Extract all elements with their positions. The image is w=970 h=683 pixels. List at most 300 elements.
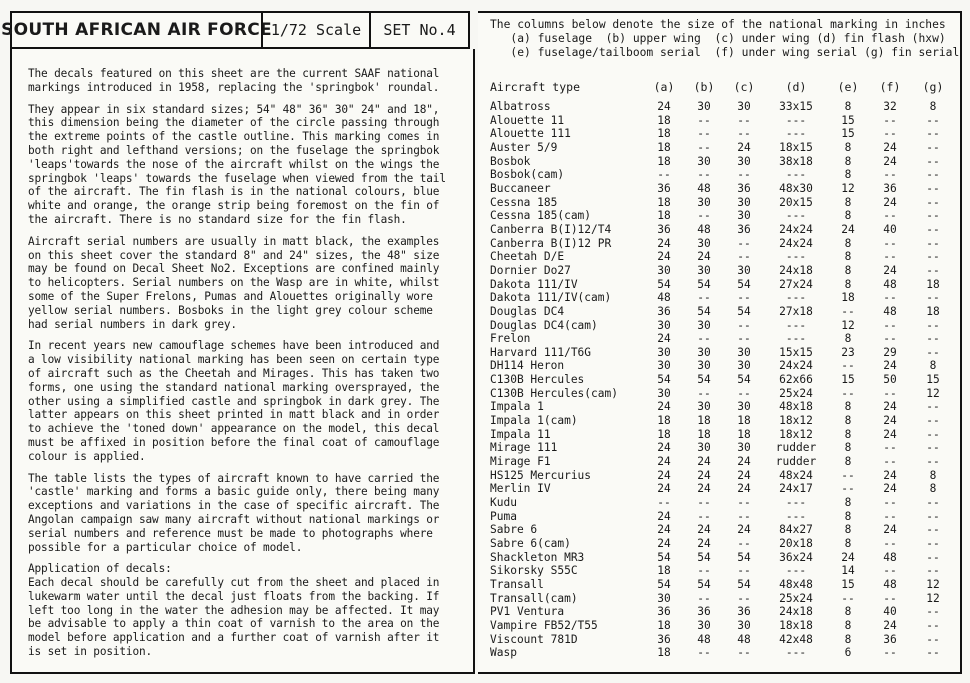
size-d: --- — [785, 564, 807, 578]
aircraft-name: C130B Hercules(cam) — [490, 386, 618, 400]
size-g: -- — [926, 332, 940, 346]
size-a: 18 — [657, 127, 671, 141]
aircraft-name: Dornier Do27 — [490, 263, 571, 277]
sizes-paragraph: They appear in six standard sizes; 54" 48" 36" 30" 24" and 18", this dimension being the diameter of the circle passing through the extreme points of the castle outline. This marking comes in both right and lefthand versions; on the fuselage the springbok 'leaps'towards the nose of the aircraft whilst on the wings the springbok 'leaps' towards the fuselage when viewed from the tail of the aircraft. The fin flash is in the national colours, blue white and orange, the orange strip being foremost on the fin of the aircraft. There is no standard size for the fin flash. — [28, 102, 446, 226]
size-d: 24x24 — [779, 359, 813, 373]
size-b: 30 — [697, 400, 711, 414]
size-g: -- — [926, 605, 940, 619]
size-e: 24 — [841, 550, 855, 564]
size-c: -- — [737, 564, 751, 578]
size-c: 24 — [737, 523, 751, 537]
size-b: 30 — [697, 236, 711, 250]
size-g: 8 — [929, 100, 937, 113]
size-f: 40 — [883, 222, 897, 236]
size-a: 24 — [657, 100, 671, 113]
size-g: -- — [926, 427, 940, 441]
size-d: 33x15 — [779, 100, 813, 113]
size-g: -- — [926, 564, 940, 578]
header-f: (f) — [879, 80, 901, 94]
size-f: -- — [883, 455, 897, 469]
size-d: 27x18 — [779, 304, 813, 318]
aircraft-name: Mirage F1 — [490, 455, 551, 469]
size-c: -- — [737, 318, 751, 332]
size-g: -- — [926, 209, 940, 223]
size-d: 27x24 — [779, 277, 813, 291]
size-d: 38x18 — [779, 154, 813, 168]
table-row — [478, 155, 962, 169]
table-row — [478, 141, 962, 155]
size-d: --- — [785, 646, 807, 660]
size-g: -- — [926, 168, 940, 182]
size-c: 54 — [737, 577, 751, 591]
size-a: 18 — [657, 646, 671, 660]
size-c: -- — [737, 332, 751, 346]
size-d: 20x15 — [779, 195, 813, 209]
serials-paragraph: Aircraft serial numbers are usually in matt black, the examples on this sheet cover the standard 8" and 24" sizes, the 48" size may be found on Decal Sheet No2. Exceptions are confined mainly to helicopters. Serial numbers on the Wasp are in white, whilst some of the Super Frelons, Pumas and Alouettes originally wore yellow serial numbers. Bosboks in the light grey colour scheme had serial numbers in dark grey. — [28, 234, 440, 331]
size-c: 30 — [737, 400, 751, 414]
header-d: (d) — [785, 80, 807, 94]
size-b: 48 — [697, 181, 711, 195]
size-g: -- — [926, 236, 940, 250]
size-a: 24 — [657, 523, 671, 537]
size-a: 36 — [657, 222, 671, 236]
aircraft-name: Kudu — [490, 496, 517, 510]
size-a: 36 — [657, 181, 671, 195]
table-row — [478, 592, 962, 606]
aircraft-name: Sikorsky S55C — [490, 564, 578, 578]
size-e: -- — [841, 482, 855, 496]
size-a: 30 — [657, 318, 671, 332]
size-d: 18x12 — [779, 427, 813, 441]
size-g: -- — [926, 250, 940, 264]
size-d: 24x18 — [779, 263, 813, 277]
size-e: 8 — [844, 209, 852, 223]
size-f: 24 — [883, 154, 897, 168]
size-d: --- — [785, 291, 807, 305]
size-f: 48 — [883, 577, 897, 591]
aircraft-name: Bosbok(cam) — [490, 168, 565, 182]
table-row — [478, 578, 962, 592]
aircraft-name: Albatross — [490, 100, 551, 113]
size-e: 8 — [844, 236, 852, 250]
table-row — [478, 373, 962, 387]
size-g: -- — [926, 632, 940, 646]
size-g: -- — [926, 140, 940, 154]
size-g: 8 — [929, 359, 937, 373]
size-f: 24 — [883, 195, 897, 209]
size-d: 18x15 — [779, 140, 813, 154]
size-b: 54 — [697, 577, 711, 591]
size-f: 36 — [883, 632, 897, 646]
table-row — [478, 646, 962, 660]
camouflage-paragraph: In recent years new camouflage schemes have been introduced and a low visibility national marking has been seen on certain type of aircraft such as the Cheetah and Mirages. This has taken two forms, one using the standard national marking oversprayed, the other using a simplified castle and springbok in dark grey. The latter appears on this sheet printed in matt black and in order to achieve the 'toned down' appearance on the model, this decal must be affixed in position before the final coat of camouflage colour is applied. — [28, 339, 440, 463]
table-row — [478, 291, 962, 305]
markings-table-panel — [478, 11, 962, 674]
size-e: 8 — [844, 523, 852, 537]
size-f: 50 — [883, 373, 897, 387]
size-f: -- — [883, 564, 897, 578]
size-d: 24x24 — [779, 236, 813, 250]
size-g: -- — [926, 222, 940, 236]
size-b: 30 — [697, 441, 711, 455]
size-b: -- — [697, 509, 711, 523]
size-a: 24 — [657, 332, 671, 346]
size-a: 18 — [657, 154, 671, 168]
size-f: 24 — [883, 427, 897, 441]
size-e: 14 — [841, 564, 855, 578]
size-d: rudder — [775, 441, 817, 455]
size-f: 24 — [883, 359, 897, 373]
size-d: 24x17 — [779, 482, 813, 496]
size-d: 25x24 — [779, 386, 813, 400]
size-f: 48 — [883, 550, 897, 564]
size-c: -- — [737, 591, 751, 605]
size-g: -- — [926, 537, 940, 550]
size-b: -- — [697, 209, 711, 223]
size-b: 30 — [697, 263, 711, 277]
size-a: 18 — [657, 195, 671, 209]
size-g: -- — [926, 181, 940, 195]
header-a: (a) — [653, 80, 675, 94]
size-d: 42x48 — [779, 632, 813, 646]
size-c: 30 — [737, 441, 751, 455]
size-e: 15 — [841, 577, 855, 591]
size-a: 18 — [657, 414, 671, 428]
size-b: 24 — [697, 468, 711, 482]
aircraft-name: Alouette 11 — [490, 113, 565, 127]
aircraft-name: Mirage 111 — [490, 441, 558, 455]
aircraft-name: Cessna 185 — [490, 195, 558, 209]
description-panel — [10, 49, 475, 674]
size-d: 48x24 — [779, 468, 813, 482]
aircraft-name: Alouette 111 — [490, 127, 571, 141]
size-b: 30 — [697, 318, 711, 332]
size-c: 36 — [737, 181, 751, 195]
aircraft-name: Impala 1(cam) — [490, 414, 578, 428]
size-g: -- — [926, 291, 940, 305]
size-f: -- — [883, 168, 897, 182]
size-e: 8 — [844, 154, 852, 168]
aircraft-name: Douglas DC4(cam) — [490, 318, 598, 332]
size-g: -- — [926, 618, 940, 632]
size-c: -- — [737, 509, 751, 523]
size-b: 24 — [697, 523, 711, 537]
size-b: -- — [697, 646, 711, 660]
size-a: 30 — [657, 345, 671, 359]
size-a: -- — [657, 496, 671, 510]
size-e: 8 — [844, 496, 852, 510]
size-f: 40 — [883, 605, 897, 619]
table-row — [478, 564, 962, 578]
size-a: 24 — [657, 455, 671, 469]
size-b: 30 — [697, 618, 711, 632]
scale-label: 1/72 Scale — [261, 13, 369, 47]
size-c: 24 — [737, 482, 751, 496]
size-c: -- — [737, 291, 751, 305]
size-e: 15 — [841, 113, 855, 127]
size-b: -- — [697, 140, 711, 154]
size-a: 24 — [657, 468, 671, 482]
size-e: 8 — [844, 100, 852, 113]
size-b: 48 — [697, 222, 711, 236]
size-f: -- — [883, 386, 897, 400]
aircraft-name: DH114 Heron — [490, 359, 565, 373]
size-c: 54 — [737, 373, 751, 387]
size-e: 8 — [844, 632, 852, 646]
size-a: 24 — [657, 441, 671, 455]
size-d: 48x18 — [779, 400, 813, 414]
size-c: 30 — [737, 618, 751, 632]
size-g: -- — [926, 127, 940, 141]
size-g: -- — [926, 414, 940, 428]
table-row — [478, 278, 962, 292]
aircraft-name: Canberra B(I)12/T4 — [490, 222, 612, 236]
size-c: 30 — [737, 345, 751, 359]
table-row — [478, 182, 962, 196]
size-c: -- — [737, 113, 751, 127]
size-f: -- — [883, 496, 897, 510]
aircraft-name: Impala 1 — [490, 400, 544, 414]
size-a: 54 — [657, 373, 671, 387]
size-b: 30 — [697, 100, 711, 113]
size-f: -- — [883, 250, 897, 264]
size-f: -- — [883, 509, 897, 523]
size-g: 18 — [926, 304, 940, 318]
size-e: 8 — [844, 618, 852, 632]
size-d: 25x24 — [779, 591, 813, 605]
size-c: -- — [737, 250, 751, 264]
table-row — [478, 523, 962, 537]
size-b: -- — [697, 291, 711, 305]
header-e: (e) — [837, 80, 859, 94]
size-f: 36 — [883, 181, 897, 195]
size-g: -- — [926, 455, 940, 469]
size-e: 18 — [841, 291, 855, 305]
size-d: --- — [785, 113, 807, 127]
table-row — [478, 455, 962, 469]
size-f: 24 — [883, 482, 897, 496]
size-d: 18x18 — [779, 618, 813, 632]
size-e: 8 — [844, 427, 852, 441]
size-c: 30 — [737, 100, 751, 113]
size-c: 36 — [737, 222, 751, 236]
size-c: -- — [737, 168, 751, 182]
table-row — [478, 400, 962, 414]
size-c: 54 — [737, 304, 751, 318]
size-f: -- — [883, 332, 897, 346]
size-f: -- — [883, 441, 897, 455]
size-a: 30 — [657, 359, 671, 373]
size-b: 24 — [697, 455, 711, 469]
size-b: -- — [697, 168, 711, 182]
aircraft-name: Viscount 781D — [490, 632, 578, 646]
size-d: 62x66 — [779, 373, 813, 387]
table-row — [478, 428, 962, 442]
size-a: 36 — [657, 304, 671, 318]
size-e: 8 — [844, 168, 852, 182]
set-number: SET No.4 — [369, 13, 468, 47]
size-g: -- — [926, 509, 940, 523]
size-g: -- — [926, 550, 940, 564]
table-row — [478, 414, 962, 428]
size-d: --- — [785, 332, 807, 346]
size-b: -- — [697, 127, 711, 141]
size-c: 30 — [737, 359, 751, 373]
size-c: -- — [737, 537, 751, 550]
size-b: 30 — [697, 345, 711, 359]
size-g: 8 — [929, 468, 937, 482]
size-a: 18 — [657, 209, 671, 223]
size-d: 84x27 — [779, 523, 813, 537]
aircraft-name: C130B Hercules — [490, 373, 585, 387]
size-f: -- — [883, 236, 897, 250]
size-c: 30 — [737, 195, 751, 209]
header-aircraft-type: Aircraft type — [490, 80, 581, 94]
size-a: 18 — [657, 140, 671, 154]
aircraft-name: Bosbok — [490, 154, 531, 168]
table-row — [478, 196, 962, 210]
size-b: -- — [697, 496, 711, 510]
size-e: 8 — [844, 441, 852, 455]
table-body — [478, 100, 962, 660]
aircraft-name: HS125 Mercurius — [490, 468, 592, 482]
size-d: 18x12 — [779, 414, 813, 428]
header-b: (b) — [693, 80, 715, 94]
size-c: 36 — [737, 605, 751, 619]
size-c: -- — [737, 646, 751, 660]
size-g: -- — [926, 113, 940, 127]
size-a: 36 — [657, 605, 671, 619]
size-e: 8 — [844, 195, 852, 209]
size-g: -- — [926, 523, 940, 537]
table-row — [478, 551, 962, 565]
size-g: -- — [926, 441, 940, 455]
size-b: 54 — [697, 304, 711, 318]
size-c: 30 — [737, 154, 751, 168]
table-row — [478, 319, 962, 333]
size-e: 8 — [844, 605, 852, 619]
table-row — [478, 100, 962, 114]
table-row — [478, 619, 962, 633]
size-e: 15 — [841, 373, 855, 387]
size-a: 18 — [657, 113, 671, 127]
size-e: 23 — [841, 345, 855, 359]
aircraft-name: Buccaneer — [490, 181, 551, 195]
size-b: 54 — [697, 373, 711, 387]
title-bar — [1, 11, 470, 49]
size-c: 30 — [737, 263, 751, 277]
column-legend: The columns below denote the size of the national marking in inches (a) fuselage (b) upper wing (c) under wing (d) fin flash (hxw) (e) fuselage/tailboom serial (f) under wing serial (g) fin serial — [490, 18, 960, 59]
size-a: 30 — [657, 591, 671, 605]
size-e: 8 — [844, 414, 852, 428]
size-g: 15 — [926, 373, 940, 387]
aircraft-name: Vampire FB52/T55 — [490, 618, 598, 632]
table-row — [478, 237, 962, 251]
size-f: -- — [883, 537, 897, 550]
size-a: 24 — [657, 537, 671, 550]
size-e: 12 — [841, 181, 855, 195]
size-f: 24 — [883, 618, 897, 632]
table-row — [478, 250, 962, 264]
table-row — [478, 469, 962, 483]
size-d: --- — [785, 318, 807, 332]
size-d: rudder — [775, 455, 817, 469]
size-e: 8 — [844, 277, 852, 291]
size-a: 24 — [657, 482, 671, 496]
size-a: 24 — [657, 236, 671, 250]
size-g: -- — [926, 195, 940, 209]
size-b: -- — [697, 386, 711, 400]
size-f: 24 — [883, 140, 897, 154]
size-c: 30 — [737, 209, 751, 223]
size-a: 36 — [657, 632, 671, 646]
table-row — [478, 510, 962, 524]
size-f: -- — [883, 209, 897, 223]
table-row — [478, 332, 962, 346]
aircraft-name: Transall — [490, 577, 544, 591]
size-f: 24 — [883, 523, 897, 537]
size-d: 15x15 — [779, 345, 813, 359]
size-b: -- — [697, 591, 711, 605]
table-row — [478, 605, 962, 619]
size-f: 32 — [883, 100, 897, 113]
size-a: -- — [657, 168, 671, 182]
size-b: 48 — [697, 632, 711, 646]
size-a: 18 — [657, 427, 671, 441]
table-row — [478, 496, 962, 510]
size-a: 24 — [657, 400, 671, 414]
size-a: 48 — [657, 291, 671, 305]
size-f: -- — [883, 591, 897, 605]
size-g: 12 — [926, 386, 940, 400]
table-row — [478, 633, 962, 647]
size-c: -- — [737, 386, 751, 400]
size-e: 8 — [844, 263, 852, 277]
size-b: 36 — [697, 605, 711, 619]
aircraft-name: Cheetah D/E — [490, 250, 565, 264]
size-e: 8 — [844, 509, 852, 523]
table-notes-paragraph: The table lists the types of aircraft known to have carried the 'castle' marking and forms a basic guide only, there being many exceptions and variations in the case of specific aircraft. The Angolan campaign saw many aircraft without national markings or serial numbers and reference must be made to photographs where possible for a particular choice of model. — [28, 471, 440, 554]
size-c: 18 — [737, 427, 751, 441]
size-b: 30 — [697, 195, 711, 209]
size-b: 30 — [697, 154, 711, 168]
size-g: 12 — [926, 591, 940, 605]
table-row — [478, 441, 962, 455]
size-a: 18 — [657, 618, 671, 632]
header-c: (c) — [733, 80, 755, 94]
size-f: -- — [883, 127, 897, 141]
size-d: 48x30 — [779, 181, 813, 195]
size-f: 24 — [883, 263, 897, 277]
size-d: --- — [785, 209, 807, 223]
size-e: -- — [841, 468, 855, 482]
size-e: 8 — [844, 332, 852, 346]
size-e: 8 — [844, 250, 852, 264]
size-e: -- — [841, 386, 855, 400]
table-row — [478, 223, 962, 237]
size-g: 18 — [926, 277, 940, 291]
size-a: 30 — [657, 263, 671, 277]
size-d: 36x24 — [779, 550, 813, 564]
size-b: 24 — [697, 250, 711, 264]
size-e: -- — [841, 359, 855, 373]
size-a: 24 — [657, 250, 671, 264]
size-g: -- — [926, 154, 940, 168]
sheet-title: SOUTH AFRICAN AIR FORCE — [1, 20, 272, 40]
size-g: -- — [926, 345, 940, 359]
size-c: 24 — [737, 140, 751, 154]
application-paragraph: Application of decals: Each decal should be carefully cut from the sheet and placed in lukewarm water until the decal just floats from the backing. If left too long in the water the adhesion may be affected. It may be advisable to apply a thin coat of varnish to the area on the model before application and a further coat of varnish after it is set in position. — [28, 562, 440, 659]
